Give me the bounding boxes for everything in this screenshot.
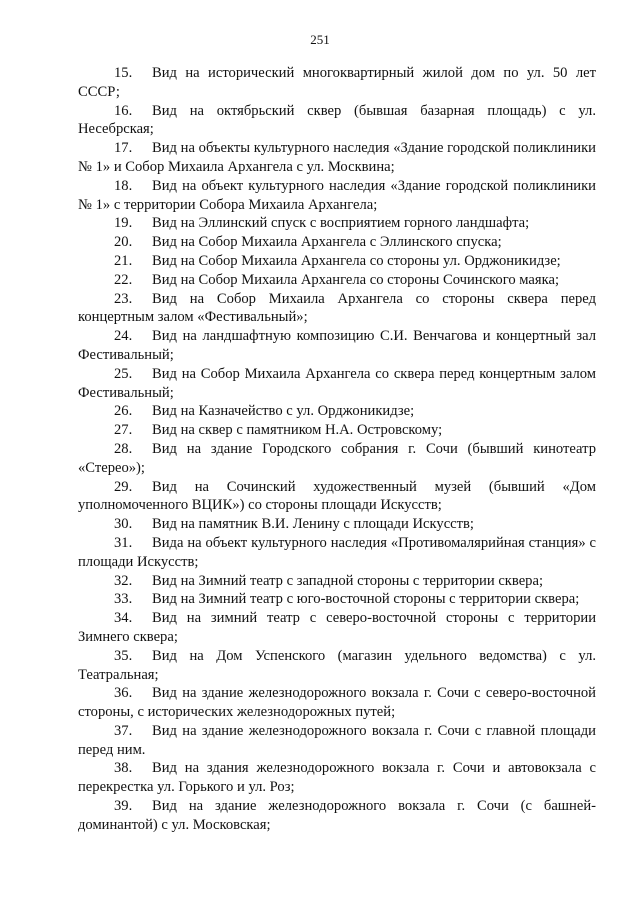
item-number: 19. [114, 215, 133, 232]
list-item [78, 102, 596, 140]
item-number: 20. [114, 234, 133, 251]
item-text: Вид на объекты культурного наследия «Здание городской поликлиники № 1» и Собор Михаила Архангела с ул. Москвина; [78, 140, 596, 175]
list-item [78, 252, 596, 271]
item-text: Вид на зимний театр с северо-восточной стороны с территории Зимнего сквера; [78, 610, 596, 645]
item-text: Вид на Зимний театр с юго-восточной стороны с территории сквера; [152, 591, 580, 608]
item-number: 24. [114, 328, 133, 345]
item-text: Вид на памятник В.И. Ленину с площади Искусств; [152, 516, 474, 533]
list-item [78, 684, 596, 722]
item-text: Вида на объект культурного наследия «Противомалярийная станция» с площади Искусств; [78, 534, 596, 570]
item-text: Вид на Сочинский художественный музей (бывший «Дом уполномоченного ВЦИК») со стороны площади Искусств; [78, 478, 596, 514]
list-item [78, 365, 596, 403]
item-number: 30. [114, 516, 133, 533]
item-number: 16. [114, 102, 133, 119]
list-item [78, 214, 596, 233]
item-text: Вид на Зимний театр с западной стороны с территории сквера; [152, 572, 544, 589]
list-item [78, 647, 596, 685]
item-number: 34. [114, 610, 133, 627]
list-item [78, 722, 596, 760]
item-number: 25. [114, 365, 133, 382]
item-text: Вид на октябрьский сквер (бывшая базарная площадь) с ул. Несебрская; [78, 102, 596, 138]
item-number: 15. [114, 65, 133, 81]
item-text: Вид на исторический многоквартирный жилой дом по ул. 50 лет СССР; [78, 65, 596, 100]
item-text: Вид на Собор Михаила Архангела со стороны ул. Орджоникидзе; [152, 252, 561, 269]
list-item [78, 290, 596, 328]
item-number: 31. [114, 534, 133, 551]
item-number: 22. [114, 271, 133, 288]
item-text: Вид на Собор Михаила Архангела со стороны Сочинского маяка; [152, 271, 560, 288]
list-item [78, 515, 596, 534]
item-number: 23. [114, 290, 133, 307]
list-item [78, 139, 596, 177]
item-text: Вид на здание Городского собрания г. Сочи (бывший кинотеатр «Стерео»); [78, 440, 596, 476]
item-text: Вид на здание железнодорожного вокзала г. Сочи (с башней-доминантой) с ул. Московская; [78, 798, 596, 833]
item-text: Вид на ландшафтную композицию С.И. Венчагова и концертный зал Фестивальный; [78, 328, 596, 363]
item-text: Вид на здания железнодорожного вокзала г. Сочи и автовокзала с перекрестка ул. Горького и ул. Роз; [78, 760, 596, 796]
list-item [78, 478, 596, 516]
item-text: Вид на Дом Успенского (магазин удельного ведомства) с ул. Театральная; [78, 647, 596, 683]
item-text: Вид на Казначейство с ул. Орджоникидзе; [152, 403, 415, 420]
list-item [78, 440, 596, 478]
item-number: 32. [114, 572, 133, 589]
item-text: Вид на Собор Михаила Архангела со сквера перед концертным залом Фестивальный; [78, 365, 596, 401]
page-number: 251 [310, 32, 330, 47]
list-item [78, 572, 596, 591]
list-item [78, 797, 596, 835]
item-number: 39. [114, 798, 133, 815]
item-text: Вид на объект культурного наследия «Здание городской поликлиники № 1» с территории Собора Михаила Архангела; [78, 177, 596, 213]
item-text: Вид на Собор Михаила Архангела со стороны сквера перед концертным залом «Фестивальный»; [78, 290, 596, 326]
item-number: 35. [114, 647, 133, 664]
item-number: 33. [114, 591, 133, 608]
item-text: Вид на Собор Михаила Архангела с Эллинского спуска; [152, 234, 502, 251]
item-number: 27. [114, 422, 133, 439]
list-item [78, 177, 596, 215]
view-list [78, 64, 596, 835]
item-number: 18. [114, 177, 133, 194]
list-item [78, 64, 596, 102]
list-item [78, 609, 596, 647]
item-number: 37. [114, 722, 133, 739]
item-number: 26. [114, 403, 133, 420]
item-number: 21. [114, 252, 133, 269]
item-number: 29. [114, 478, 133, 495]
list-item [78, 759, 596, 797]
list-item [78, 590, 596, 609]
item-number: 38. [114, 760, 133, 777]
list-item [78, 233, 596, 252]
list-item [78, 271, 596, 290]
list-item [78, 402, 596, 421]
list-item [78, 421, 596, 440]
item-number: 36. [114, 685, 133, 702]
item-number: 17. [114, 140, 133, 157]
list-item [78, 534, 596, 572]
item-text: Вид на здание железнодорожного вокзала г. Сочи с главной площади перед ним. [78, 722, 596, 758]
item-text: Вид на сквер с памятником Н.А. Островскому; [152, 422, 443, 439]
item-number: 28. [114, 440, 133, 457]
list-item [78, 327, 596, 365]
item-text: Вид на Эллинский спуск с восприятием горного ландшафта; [152, 215, 530, 232]
item-text: Вид на здание железнодорожного вокзала г. Сочи с северо-восточной стороны, с исторических железнодорожных путей; [78, 685, 596, 721]
